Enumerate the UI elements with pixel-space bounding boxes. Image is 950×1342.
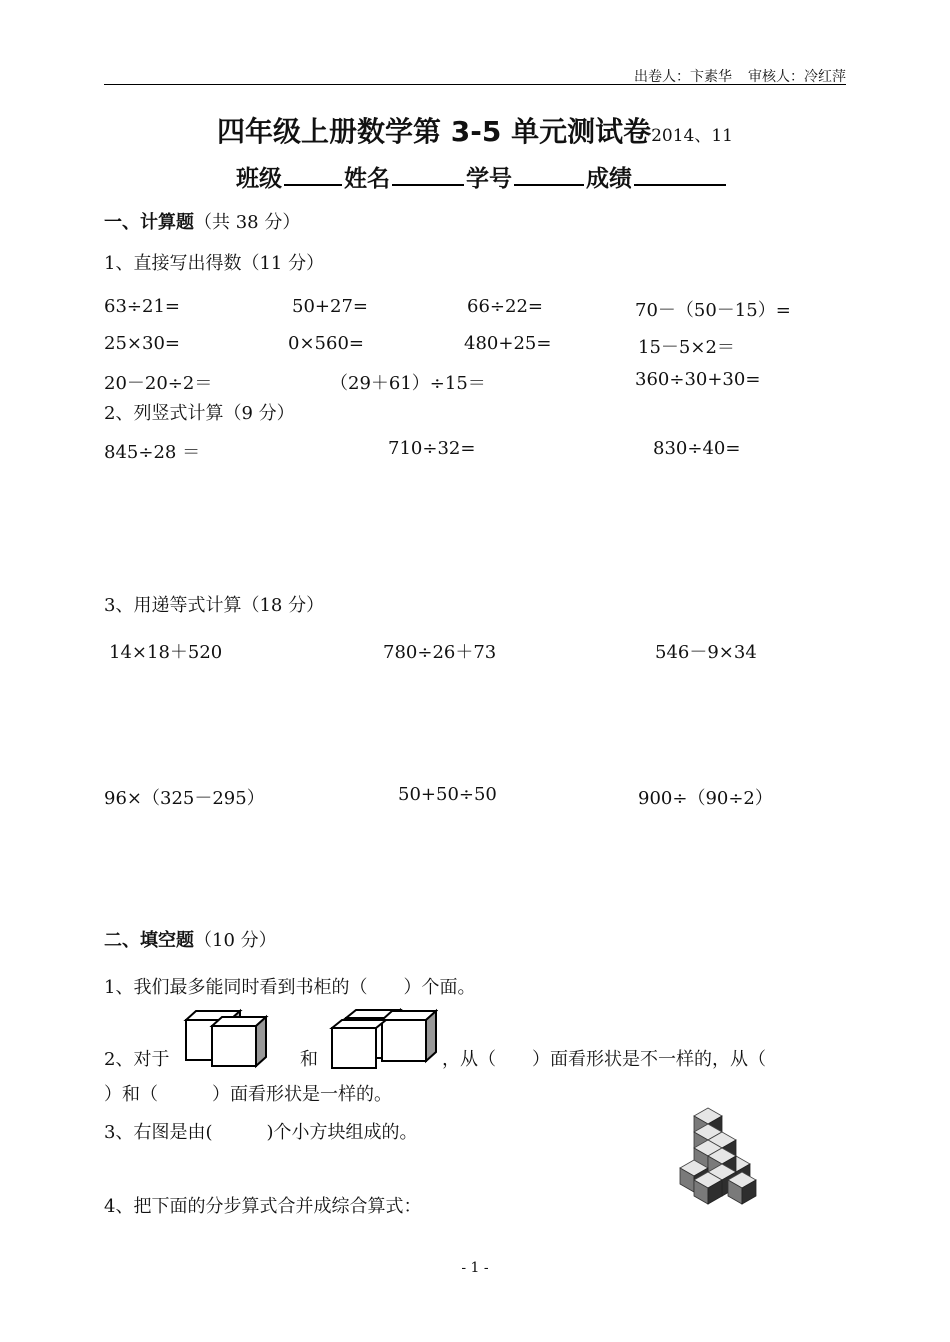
fill-q2-prefix: 2、对于	[104, 1049, 170, 1070]
stepwise-calc-item: 14×18＋520	[109, 642, 223, 663]
header-rule	[104, 84, 846, 85]
section1-heading	[104, 208, 300, 234]
cube-figure-a	[182, 1008, 278, 1070]
oral-calc-item: 0×560=	[288, 333, 364, 354]
reviewer-credit: 审核人：冷红萍	[748, 69, 846, 85]
vertical-calc-item: 710÷32=	[388, 438, 476, 459]
stepwise-calc-item: 546－9×34	[655, 642, 757, 663]
name-blank[interactable]	[392, 160, 464, 186]
exam-credits	[634, 66, 846, 86]
stacked-cubes-figure	[672, 1106, 764, 1210]
section2-title: 二、填空题	[104, 930, 194, 951]
number-blank[interactable]	[514, 160, 584, 186]
oral-calc-item: 66÷22=	[467, 296, 543, 317]
stepwise-calc-item: 50+50÷50	[398, 784, 497, 805]
fill-q2-line2: ）和（ ）面看形状是一样的。	[104, 1084, 392, 1105]
fill-q2-suffix: ，从（ ）面看形状是不一样的，从（	[442, 1049, 766, 1070]
page-title	[0, 110, 950, 150]
vertical-calc-item: 830÷40=	[653, 438, 741, 459]
oral-calc-item: 70－（50－15）=	[635, 300, 791, 321]
oral-calc-item: 20－20÷2＝	[104, 373, 213, 394]
fill-q2-and: 和	[300, 1049, 318, 1070]
oral-calc-item: 15－5×2＝	[638, 337, 735, 358]
oral-calc-item: 63÷21=	[104, 296, 180, 317]
section1-points: （共 38 分）	[194, 212, 301, 233]
q2-label: 2、列竖式计算（9 分）	[104, 403, 295, 424]
stepwise-calc-item: 780÷26＋73	[383, 642, 497, 663]
cube-figure-b	[328, 1008, 438, 1070]
score-label: 成绩	[586, 166, 632, 192]
setter-credit: 出卷人：卞素华	[634, 69, 732, 85]
fill-q1: 1、我们最多能同时看到书柜的（ ）个面。	[104, 977, 476, 998]
q1-label: 1、直接写出得数（11 分）	[104, 253, 325, 274]
class-blank[interactable]	[284, 160, 342, 186]
section2-heading	[104, 926, 277, 952]
student-info-line	[236, 160, 728, 193]
fill-q4: 4、把下面的分步算式合并成综合算式：	[104, 1196, 422, 1217]
q3-label: 3、用递等式计算（18 分）	[104, 595, 325, 616]
class-label: 班级	[236, 166, 282, 192]
number-label: 学号	[466, 166, 512, 192]
oral-calc-item: 50+27=	[292, 296, 368, 317]
oral-calc-item: （29＋61）÷15＝	[330, 373, 486, 394]
oral-calc-item: 25×30=	[104, 333, 180, 354]
stepwise-calc-item: 900÷（90÷2）	[638, 788, 773, 809]
stepwise-calc-item: 96×（325－295）	[104, 788, 265, 809]
section2-points: （10 分）	[194, 930, 277, 951]
vertical-calc-item: 845÷28 ＝	[104, 442, 201, 463]
title-main: 四年级上册数学第 3-5 单元测试卷	[217, 115, 652, 148]
name-label: 姓名	[344, 166, 390, 192]
section1-title: 一、计算题	[104, 212, 194, 233]
score-blank[interactable]	[634, 160, 726, 186]
page-number: - 1 -	[461, 1260, 489, 1276]
title-date: 2014、11	[651, 126, 733, 146]
oral-calc-item: 480+25=	[464, 333, 552, 354]
oral-calc-item: 360÷30+30=	[635, 369, 761, 390]
fill-q3: 3、右图是由( )个小方块组成的。	[104, 1122, 418, 1143]
